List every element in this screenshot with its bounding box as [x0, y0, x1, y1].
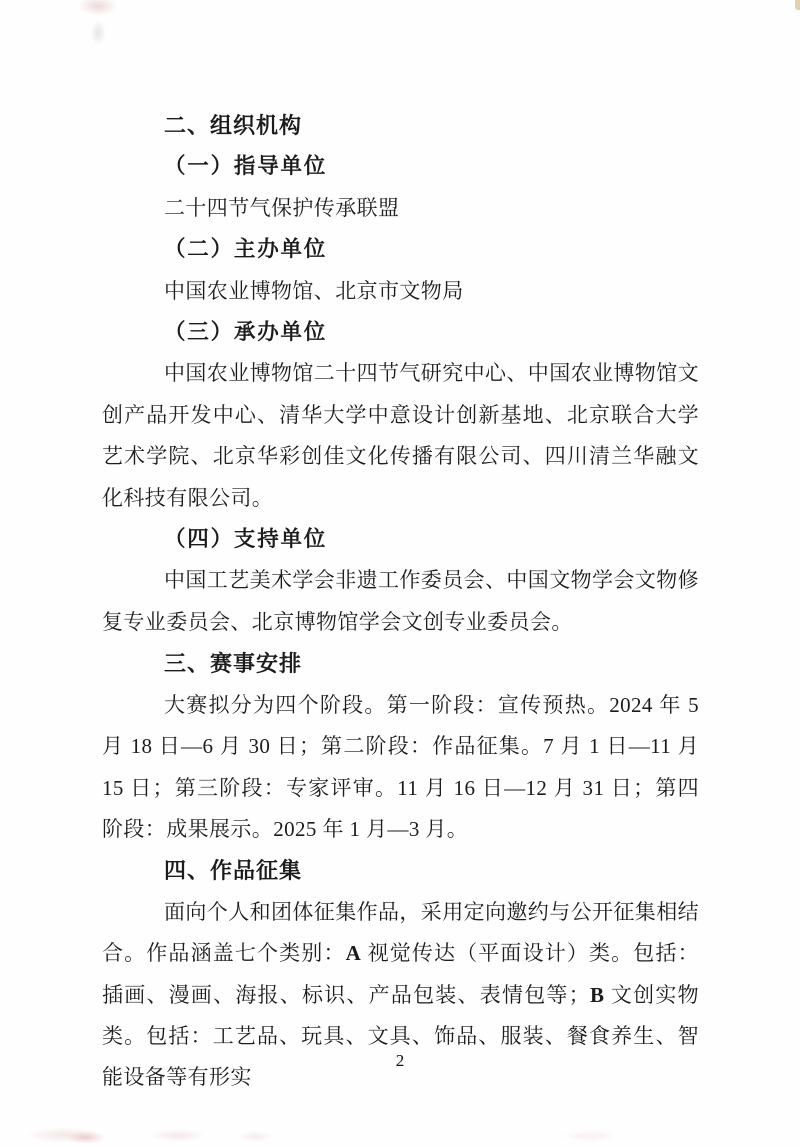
scan-artifact-bottom-1	[26, 1127, 101, 1143]
paragraph-supporting-unit: 中国工艺美术学会非遗工作委员会、中国文物学会文物修复专业委员会、北京博物馆学会文创专业委员会。	[102, 568, 699, 634]
scan-artifact-top-left	[78, 0, 118, 16]
paragraph-schedule: 大赛拟分为四个阶段。第一阶段：宣传预热。2024 年 5 月 18 日—6 月 30 日；第二阶段：作品征集。7 月 1 日—11 月 15 日；第三阶段：专家评审。11 月 16 日—12 月 31 日；第四阶段：成果展示。2025 年 1 月—3 月。	[102, 692, 699, 841]
subheading-supporting-unit: （四）支持单位	[164, 527, 328, 552]
paragraph-organizing-unit: 中国农业博物馆二十四节气研究中心、中国农业博物馆文创产品开发中心、清华大学中意设计创新基地、北京联合大学艺术学院、北京华彩创佳文化传播有限公司、四川清兰华融文化科技有限公司。	[102, 361, 699, 510]
section-heading-schedule: 三、赛事安排	[164, 651, 303, 677]
scan-artifact-bottom-4	[238, 1131, 272, 1142]
subheading-organizing-unit: （三）承办单位	[164, 320, 328, 345]
subheading-guiding-unit: （一）指导单位	[164, 154, 328, 179]
scan-artifact-top-left-2	[90, 20, 106, 46]
page-number: 2	[395, 1051, 405, 1070]
collection-intro-text: 面向个人和团体征集作品，采用定向邀约与公开征集相结合。作品涵盖七个类别：	[102, 899, 699, 966]
paragraph-guiding-unit: 二十四节气保护传承联盟	[164, 195, 400, 220]
category-a-text: 视觉传达（平面设计）类。包括：插画、漫画、海报、标识、产品包装、表情包等；	[102, 941, 699, 1007]
category-letter-b: B	[590, 982, 605, 1007]
subheading-host-unit: （二）主办单位	[164, 237, 328, 262]
scan-artifact-top-right	[795, 0, 800, 10]
section-heading-collection: 四、作品征集	[164, 858, 303, 884]
scan-artifact-bottom-3	[150, 1129, 205, 1142]
scan-artifact-bottom-5	[560, 1130, 620, 1142]
category-b-text: 文创实物类。包括：工艺品、玩具、文具、饰品、服装、餐食养生、智能设备等有形实	[102, 982, 699, 1090]
category-letter-a: A	[345, 941, 362, 966]
paragraph-host-unit: 中国农业博物馆、北京市文物局	[164, 278, 464, 303]
scan-artifact-bottom-2	[66, 1131, 106, 1144]
section-heading-organization: 二、组织机构	[164, 113, 303, 138]
document-body	[102, 105, 699, 1099]
